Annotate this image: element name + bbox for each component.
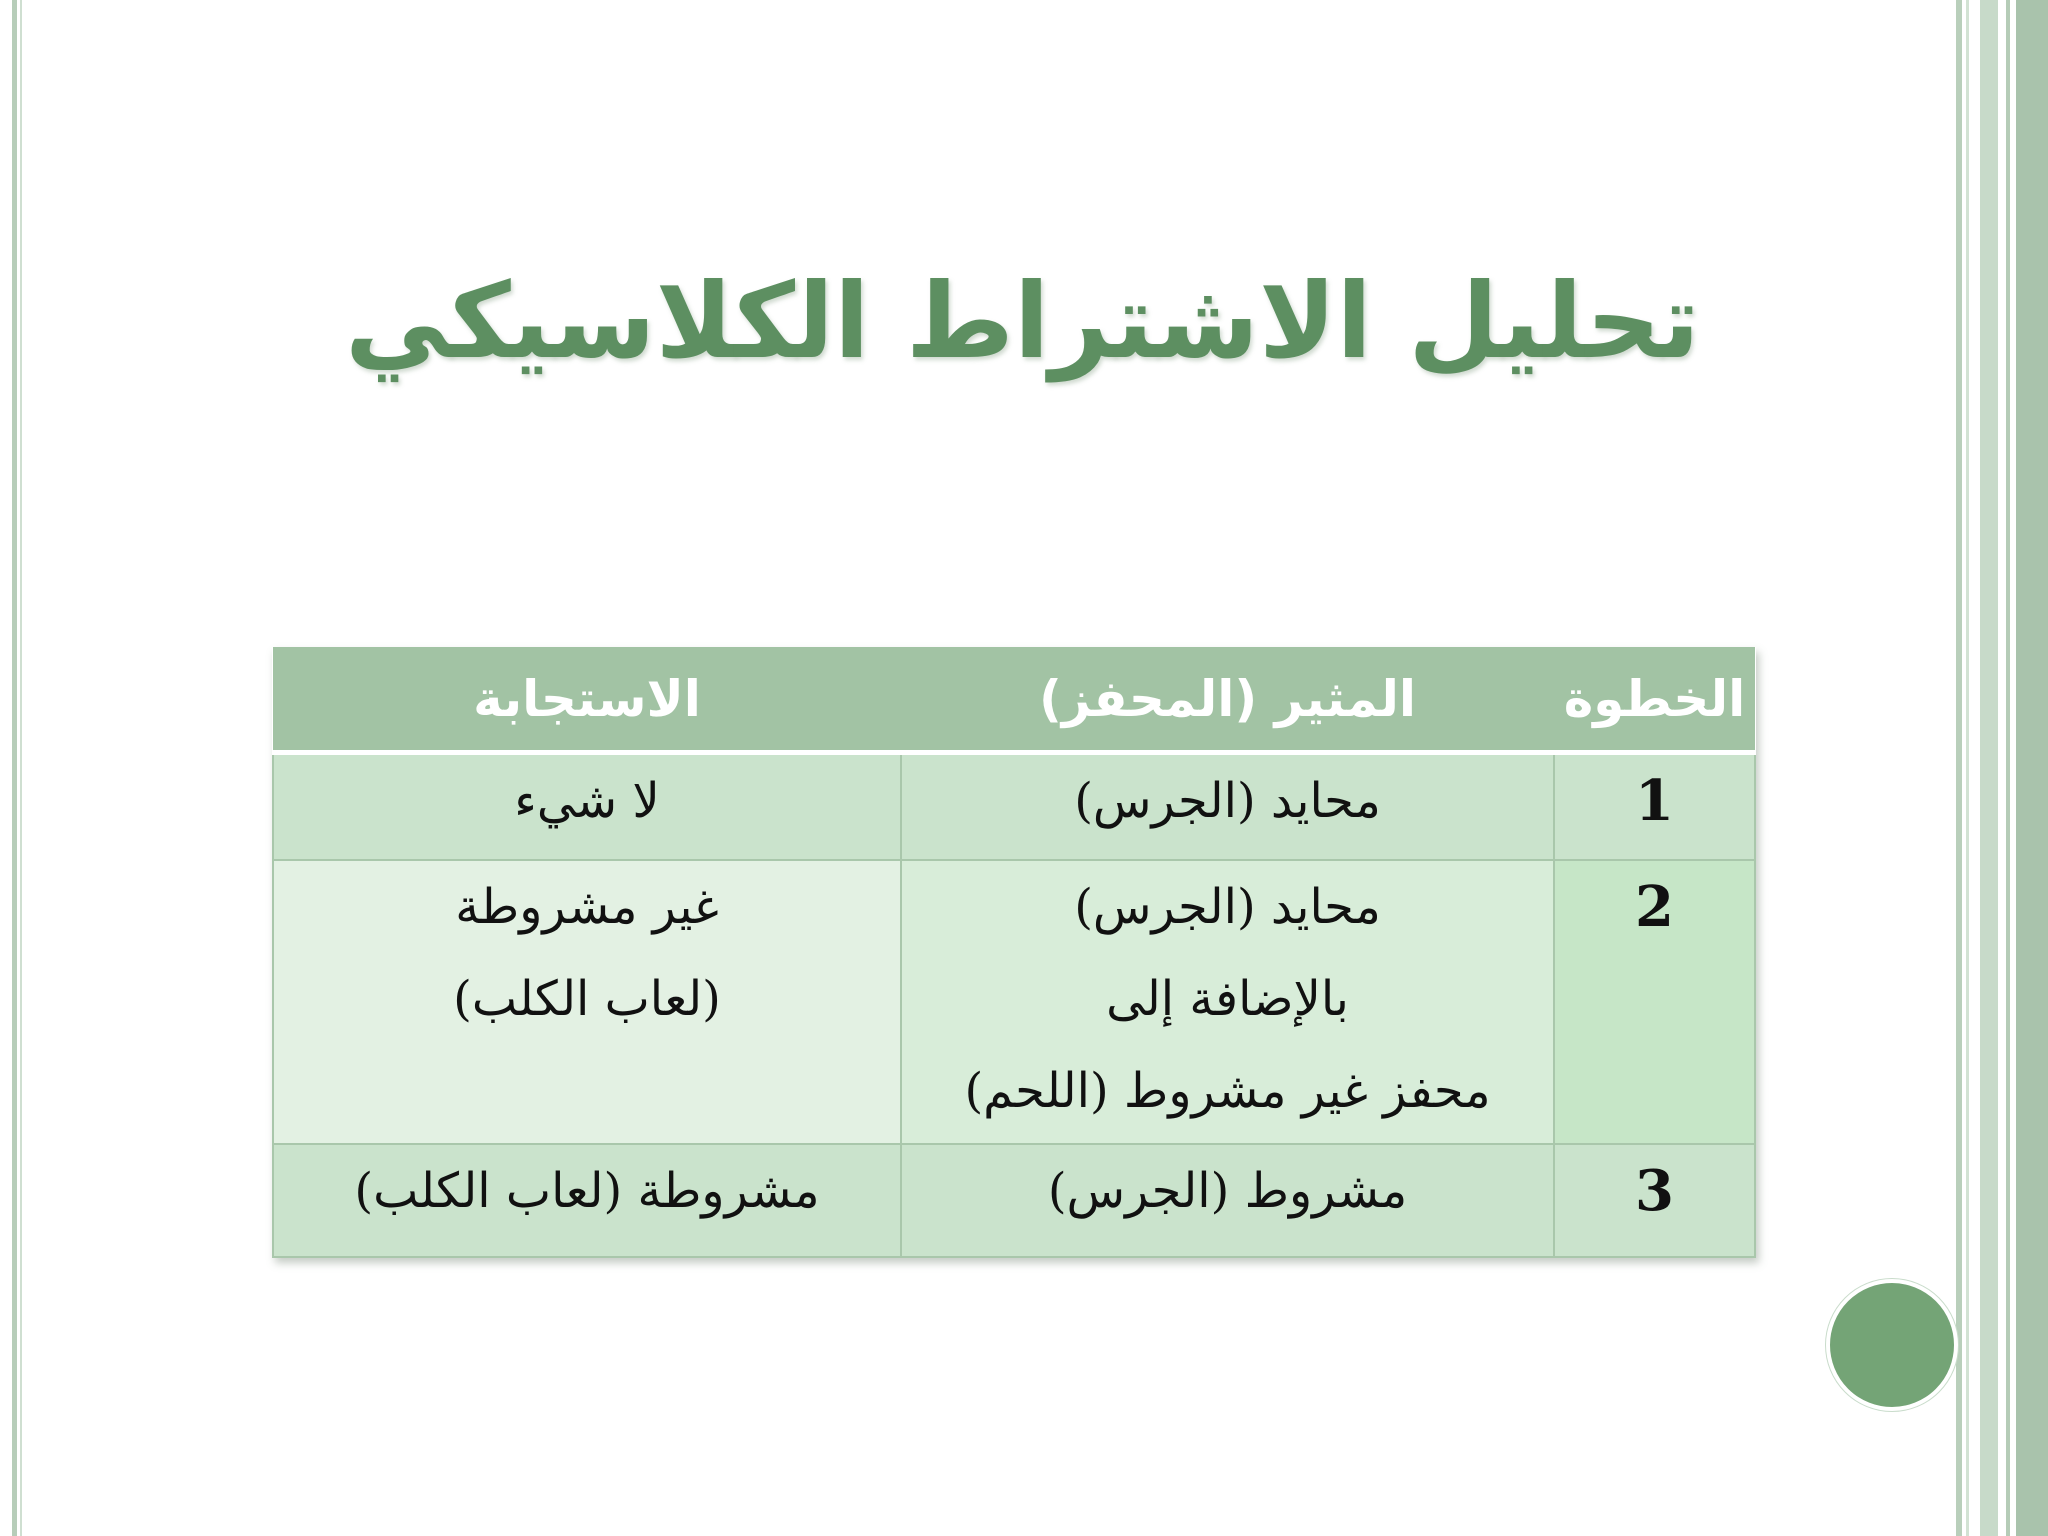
right-border-stripe: [1966, 0, 1969, 1536]
cell-line: محفز غير مشروط (اللحم): [964, 1063, 1491, 1119]
response-cell: [273, 860, 901, 1144]
conditioning-table: [272, 647, 1756, 1258]
table-row: [273, 1144, 1755, 1257]
right-border-stripe: [1956, 0, 1962, 1536]
header-step: الخطوة: [1554, 647, 1755, 753]
cell-line: مشروط (الجرس): [1047, 1163, 1408, 1219]
decorative-circle: [1826, 1279, 1958, 1411]
response-cell: [273, 753, 901, 861]
step-cell: 1: [1554, 753, 1755, 861]
step-cell: 3: [1554, 1144, 1755, 1257]
cell-line: بالإضافة إلى: [1106, 971, 1349, 1027]
stimulus-cell: [901, 1144, 1554, 1257]
table-row: [273, 860, 1755, 1144]
table-header-row: [273, 647, 1755, 753]
cell-line: غير مشروطة: [455, 879, 719, 935]
right-border-stripe: [2016, 0, 2048, 1536]
left-border-decoration: [12, 0, 17, 1536]
left-border-decoration-inner: [20, 0, 22, 1536]
stimulus-cell: [901, 860, 1554, 1144]
stimulus-cell: [901, 753, 1554, 861]
slide-title: تحليل الاشتراط الكلاسيكي: [345, 260, 1700, 382]
table-row: [273, 753, 1755, 861]
header-response: الاستجابة: [273, 647, 901, 753]
cell-line: محايد (الجرس): [1074, 773, 1381, 829]
cell-line: (لعاب الكلب): [453, 971, 721, 1027]
header-stimulus: المثير (المحفز): [901, 647, 1554, 753]
cell-line: محايد (الجرس): [1074, 879, 1381, 935]
cell-line: لا شيء: [514, 773, 660, 829]
cell-line: مشروطة (لعاب الكلب): [354, 1163, 820, 1219]
step-cell: 2: [1554, 860, 1755, 1144]
response-cell: [273, 1144, 901, 1257]
right-border-stripe: [2006, 0, 2010, 1536]
right-border-stripe: [1980, 0, 1998, 1536]
